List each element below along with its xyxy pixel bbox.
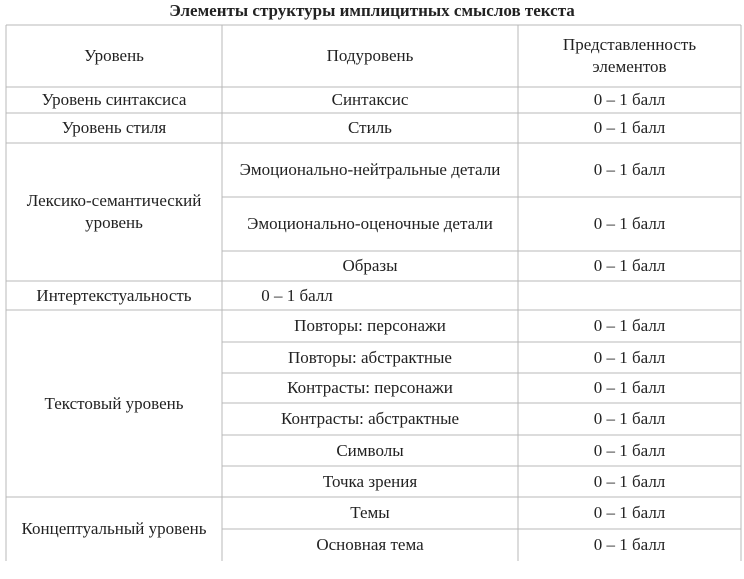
level-cell: Уровень стиля bbox=[61, 118, 167, 137]
score-cell: 0 – 1 балл bbox=[593, 347, 666, 367]
sublevel-cell: Образы bbox=[342, 256, 398, 275]
table-title: Элементы структуры имплицитных смыслов текста bbox=[169, 1, 575, 20]
sublevel-cell: Повторы: абстрактные bbox=[288, 347, 452, 367]
score-cell: 0 – 1 балл bbox=[593, 316, 666, 335]
level-cell: Концептуальный уровень bbox=[21, 519, 207, 538]
sublevel-cell: Эмоционально-нейтральные детали bbox=[239, 160, 501, 179]
level-cell: Интертекстуальность bbox=[36, 285, 192, 305]
score-cell: 0 – 1 балл bbox=[593, 118, 666, 137]
score-cell: 0 – 1 балл bbox=[593, 440, 666, 460]
sublevel-cell: Эмоционально-оценочные детали bbox=[247, 214, 493, 233]
score-cell: 0 – 1 балл bbox=[593, 160, 666, 179]
header-sublevel: Подуровень bbox=[326, 46, 414, 65]
sublevel-cell: Контрасты: абстрактные bbox=[280, 409, 460, 428]
sublevel-cell: 0 – 1 балл bbox=[261, 285, 333, 305]
level-cell: Лексико-семантический уровень bbox=[26, 191, 202, 232]
level-cell: Текстовый уровень bbox=[44, 393, 184, 413]
level-cell: Уровень синтаксиса bbox=[41, 90, 187, 109]
score-cell: 0 – 1 балл bbox=[593, 503, 666, 522]
score-cell: 0 – 1 балл bbox=[593, 90, 666, 109]
sublevel-cell: Синтаксис bbox=[331, 90, 409, 109]
header-level: Уровень bbox=[84, 46, 144, 65]
score-cell: 0 – 1 балл bbox=[593, 409, 666, 428]
sublevel-cell: Точка зрения bbox=[322, 471, 418, 491]
sublevel-cell: Повторы: персонажи bbox=[294, 316, 446, 335]
sublevel-cell: Контрасты: персонажи bbox=[287, 378, 453, 397]
sublevel-cell: Темы bbox=[350, 503, 390, 522]
score-cell: 0 – 1 балл bbox=[593, 535, 666, 554]
score-cell: 0 – 1 балл bbox=[593, 214, 666, 233]
score-cell: 0 – 1 балл bbox=[593, 378, 666, 397]
sublevel-cell: Символы bbox=[336, 440, 404, 460]
score-cell: 0 – 1 балл bbox=[593, 471, 666, 491]
score-cell: 0 – 1 балл bbox=[593, 256, 666, 275]
sublevel-cell: Стиль bbox=[348, 118, 392, 137]
sublevel-cell: Основная тема bbox=[316, 535, 424, 554]
header-score: Представленность элементов bbox=[562, 35, 697, 76]
